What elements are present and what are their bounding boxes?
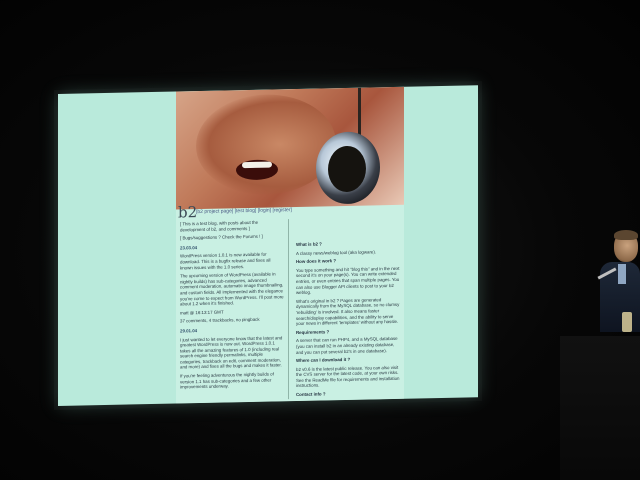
faq-column [296, 237, 400, 401]
post-meta: matt @ 16:13:17 GMT [180, 309, 224, 316]
blog-nav-links[interactable]: [b2 project page] [test blog] [login] [register] [196, 207, 292, 216]
photo-face [196, 93, 336, 196]
faq-answer: A server that can run PHP4, and a MySQL database (you can install b2 in an already existing database, and you can put several b2's in one database). [296, 336, 398, 355]
faq-answer: A classy news/weblog tool (aka logware). [296, 248, 377, 256]
faq-question: Requirements ? [296, 329, 330, 335]
projection-screen [58, 85, 478, 406]
column-divider [288, 219, 289, 399]
blog-posts-column [180, 219, 284, 393]
presenter-shirt [618, 264, 626, 284]
post-date: 23.03.04 [180, 244, 198, 251]
photo-mic-cable [358, 88, 361, 138]
faq-question: Contact info ? [296, 391, 326, 398]
faq-answer: What's original in b2 ? Pages are generated dynamically from the MySQL database, so no clumsy 'rebuilding' is involved. It also means faster search/display capabilities, and the ability to serve your news in different 'templates' without any hassle. [296, 296, 400, 327]
podium-lamp [622, 312, 632, 332]
blog-logo: b2 [178, 203, 198, 222]
faq-question: What is b2 ? [296, 241, 322, 248]
post-paragraph: The upcoming version of WordPress (available in nightly builds) has sub-categories, advanced comment moderation, automatic image thumbnailing, and custom fields. All implemented with the elegance you've come to expect from WordPress. I'll post more about 1.2 when it's finished. [180, 271, 284, 307]
post-date: 29.01.04 [180, 327, 198, 334]
faq-answer: b2 v0.6 is the latest public release. You can also visit the CVS server for the latest code, at your own risks. See the ReadMe file for requirements and installation instructions. [296, 364, 400, 389]
blog-header-photo [176, 87, 404, 210]
faq-answer: You type something and hit "blog this" and in the next second it's on your page(s). You can write extended entries, or even entries that span multiple pages. You can also use Blogger API clients to post to your b2 weblog. [296, 265, 400, 296]
photo-teeth [242, 162, 272, 169]
projected-blog-page [176, 87, 404, 404]
post-comments-link[interactable]: 37 comments, 4 trackbacks, no pingback [180, 317, 260, 324]
podium [560, 336, 640, 480]
post-paragraph: If you're feeling adventurous the nightly builds of version 1.1 has sub-categories and a few other improvements underway. [180, 371, 274, 390]
faq-question: How does it work ? [296, 258, 337, 265]
post-paragraph: WordPress version 1.0.1 is now available for download. This is a bugfix release and fixes all known issues with the 1.0 series. [180, 252, 271, 271]
blog-forum-link[interactable]: [ Bugs/suggestions ? Check the Forums ! ] [180, 233, 263, 241]
faq-question: Where can I download it ? [296, 356, 351, 364]
blog-intro: [ This is a test blog, with posts about the development of b2, and comments ] [180, 219, 259, 233]
presenter-hair [614, 230, 638, 240]
presenter [596, 232, 640, 342]
post-paragraph: I just wanted to let everyone know that the latest and greatest WordPress is now out. WordPress 1.0.1 takes all the amazing features of 1.0 (including real search engine friendly permalinks, multiple categories, trackback on edit, comment moderation, and more) and fixes all the bugs and makes it faster. [180, 334, 283, 370]
